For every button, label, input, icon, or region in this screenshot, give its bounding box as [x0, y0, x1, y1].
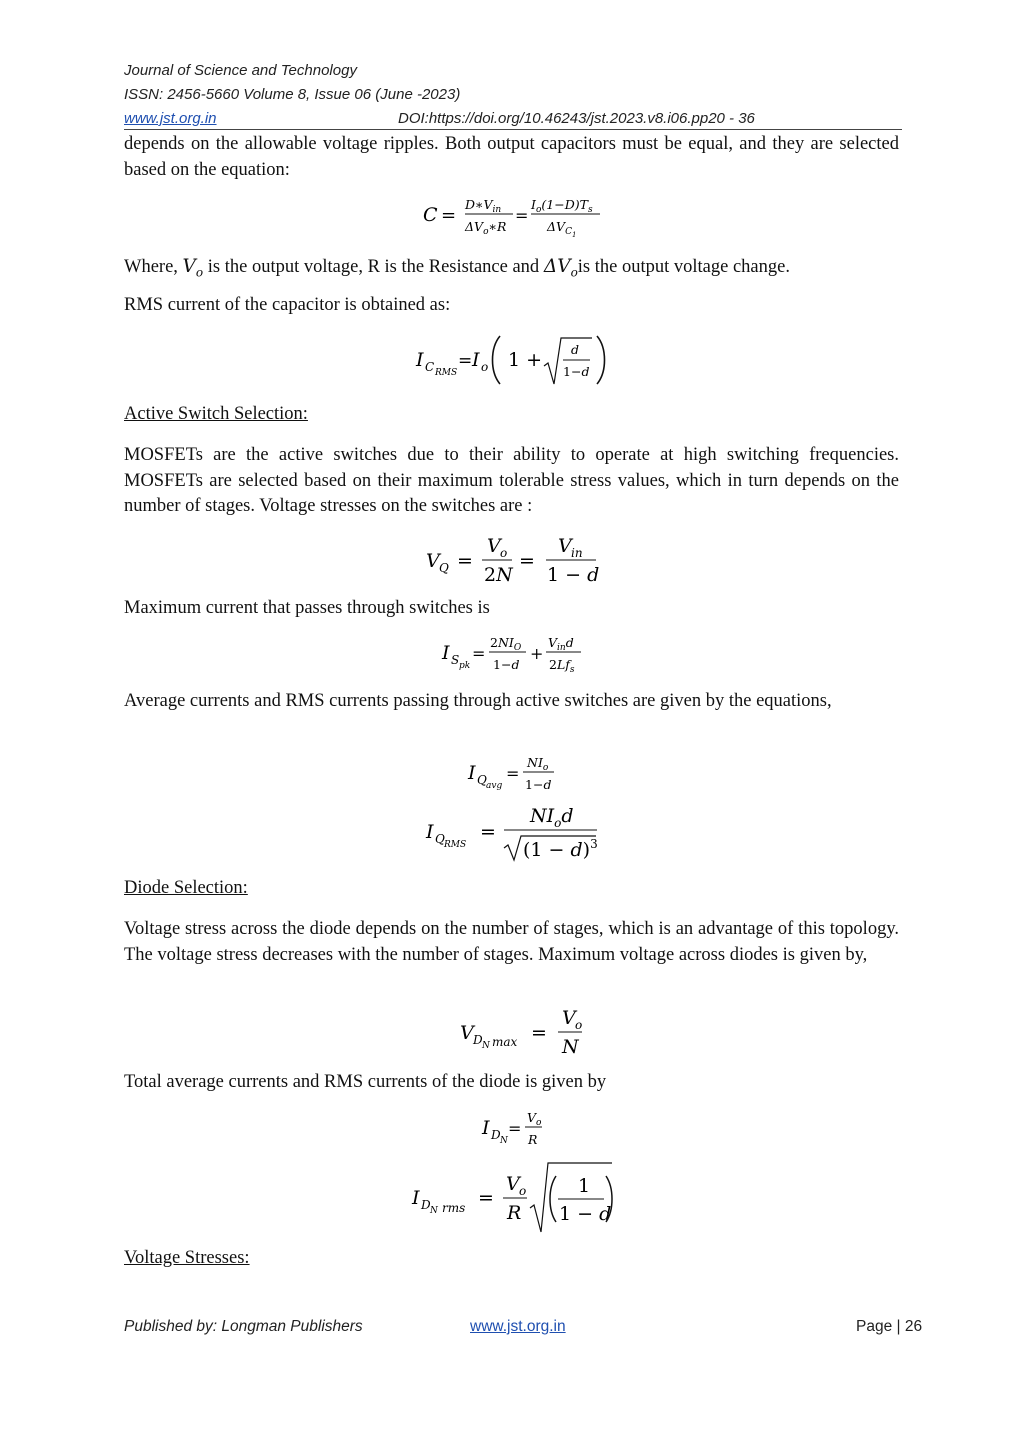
svg-text:D∗Vin: $D∗V_{in}$	[465, 197, 502, 215]
svg-text:Vo: $V_o$	[527, 1110, 542, 1128]
svg-text:I: I	[468, 762, 476, 784]
equation-capacitor-rms-current	[414, 330, 614, 395]
svg-text:2NIO: $2NI_O$	[490, 635, 522, 653]
svg-text:I: I	[426, 821, 434, 843]
svg-text:=: =	[478, 1187, 494, 1209]
svg-text:V: V	[460, 1022, 474, 1044]
svg-text:V: V	[562, 1007, 576, 1029]
svg-text:I: I	[412, 1187, 420, 1209]
paragraph-diode-voltage: Voltage stress across the diode depends on the number of stages, which is an advantage of this topology. The voltage stress decreases with the number of stages. Maximum voltage across diodes is given by,	[124, 919, 899, 965]
equation-switch-average-current	[466, 752, 566, 803]
paragraph-rms-capacitor: RMS current of the capacitor is obtained as:	[124, 295, 451, 315]
svg-text:NIo: $NI_o$	[527, 755, 549, 773]
svg-text:C: C	[423, 204, 438, 226]
symbol-delta-vo: $\Delta V_o$	[543, 256, 578, 280]
svg-text:S: S	[451, 653, 460, 667]
svg-text:1−d: 1−d	[493, 657, 520, 672]
svg-text:=: =	[472, 644, 486, 663]
footer-website-link[interactable]: www.jst.org.in	[470, 1318, 566, 1335]
svg-text:N: N	[482, 1041, 490, 1051]
svg-text:Io(1−D)Ts: $I_o(1-D)T_s$	[531, 197, 593, 215]
svg-text:2N: 2N	[484, 564, 513, 586]
svg-text:Q: Q	[477, 773, 487, 787]
where-text: Where,	[124, 257, 183, 277]
journal-title: Journal of Science and Technology	[124, 62, 357, 79]
svg-text:o: o	[481, 360, 489, 374]
svg-text:N: N	[500, 1136, 508, 1146]
header-divider	[124, 129, 902, 130]
svg-text:1 − d: 1 − d	[559, 1203, 612, 1225]
svg-text:=: =	[506, 764, 520, 783]
footer-page-number: Page | 26	[856, 1318, 923, 1335]
header-website-link[interactable]: www.jst.org.in	[124, 110, 217, 127]
paragraph-mosfets: MOSFETs are the active switches due to their ability to operate at high switching frequencies. MOSFETs are selected based on their maximum tolerable stress values, which in turn depends on the number of stages. Voltage stresses on the switches are :	[124, 445, 899, 516]
svg-text:R: R	[507, 1202, 522, 1224]
svg-text:N: N	[562, 1036, 579, 1058]
equation-switch-voltage-stress	[424, 530, 604, 593]
svg-text:I: I	[482, 1117, 490, 1139]
paragraph-diode-currents: Total average currents and RMS currents of the diode is given by	[124, 1072, 607, 1092]
issn-line: ISSN: 2456-5660 Volume 8, Issue 06 (June -2023)	[124, 86, 461, 103]
svg-text:avg: avg	[486, 781, 503, 791]
svg-text:R: R	[528, 1132, 538, 1147]
svg-text:C: C	[425, 360, 435, 374]
svg-text:ΔVo∗R: $\Delta V_o∗R$	[465, 219, 507, 237]
svg-text:NIod: $NI_od$	[530, 805, 574, 830]
svg-text:pk: pk	[459, 661, 471, 671]
equation-capacitance	[420, 194, 620, 247]
svg-text:RMS: RMS	[444, 840, 467, 850]
paragraph-max-current: Maximum current that passes through switches is	[124, 598, 490, 618]
svg-text:rms: rms	[442, 1201, 466, 1215]
svg-text:Vind: $V_{in}d$	[548, 635, 574, 653]
svg-text:=: =	[457, 550, 473, 572]
equation-diode-rms-current	[410, 1158, 620, 1243]
equation-switch-peak-current	[440, 630, 600, 683]
symbol-vo: $V_o$	[182, 256, 204, 280]
svg-text:N: N	[430, 1206, 438, 1216]
svg-text:=: =	[519, 550, 535, 572]
paragraph-where	[124, 254, 899, 286]
svg-text:=: =	[441, 205, 457, 226]
svg-text:1−d: 1−d	[563, 364, 590, 379]
svg-text:RMS: RMS	[435, 368, 458, 378]
where-after-text: is the output voltage change.	[577, 257, 790, 277]
svg-text:I: I	[416, 349, 424, 371]
svg-text:I: I	[442, 642, 450, 664]
svg-text:D: D	[491, 1128, 501, 1142]
svg-text:=: =	[515, 206, 529, 225]
svg-text:D: D	[421, 1198, 431, 1212]
svg-text:o: o	[519, 1184, 527, 1198]
equation-diode-average-current	[480, 1106, 560, 1157]
heading-active-switch-selection: Active Switch Selection:	[124, 404, 308, 424]
svg-text:in: in	[571, 546, 583, 560]
svg-text:V: V	[558, 535, 572, 557]
equation-switch-rms-current	[424, 800, 604, 871]
svg-text:o: o	[575, 1018, 583, 1032]
svg-text:2Lfs: $2Lf_s$	[549, 657, 575, 675]
svg-text:V: V	[487, 535, 501, 557]
svg-text:d: d	[571, 342, 580, 357]
paragraph-average-rms-switches: Average currents and RMS currents passing through active switches are given by the equations,	[124, 691, 832, 711]
equation-diode-max-voltage	[458, 1002, 598, 1065]
svg-text:=: =	[508, 1119, 522, 1138]
heading-diode-selection: Diode Selection:	[124, 878, 248, 898]
footer-publisher: Published by: Longman Publishers	[124, 1318, 363, 1335]
svg-text:=: =	[480, 821, 496, 843]
svg-text:1−d: 1−d	[525, 777, 552, 792]
svg-text:I: I	[472, 349, 480, 371]
paragraph-capacitor-ripple: depends on the allowable voltage ripples. Both output capacitors must be equal, and they are selected based on the equation:	[124, 134, 899, 180]
svg-text:D: D	[473, 1033, 483, 1047]
svg-text:o: o	[500, 546, 508, 560]
svg-text:=: =	[531, 1022, 547, 1044]
svg-text:1 − d: 1 − d	[547, 564, 600, 586]
svg-text:+: +	[530, 644, 544, 663]
svg-text:ΔVC1: $\Delta V_{C1}$	[547, 219, 577, 239]
where-mid-text: is the output voltage, R is the Resistance and	[203, 257, 544, 277]
heading-voltage-stresses: Voltage Stresses:	[124, 1248, 250, 1268]
svg-text:1: 1	[578, 1175, 591, 1197]
svg-text:V: V	[426, 550, 440, 572]
svg-text:max: max	[492, 1035, 518, 1049]
svg-text:(1 − d)3: $(1 - d)^3$	[523, 837, 598, 861]
doi-line: DOI:https://doi.org/10.46243/jst.2023.v8.i06.pp20 - 36	[398, 110, 755, 127]
svg-text:Q: Q	[439, 561, 449, 575]
svg-text:=: =	[458, 351, 473, 371]
svg-text:Q: Q	[435, 832, 445, 846]
svg-text:V: V	[506, 1173, 520, 1195]
svg-text:1 +: 1 +	[508, 349, 543, 371]
